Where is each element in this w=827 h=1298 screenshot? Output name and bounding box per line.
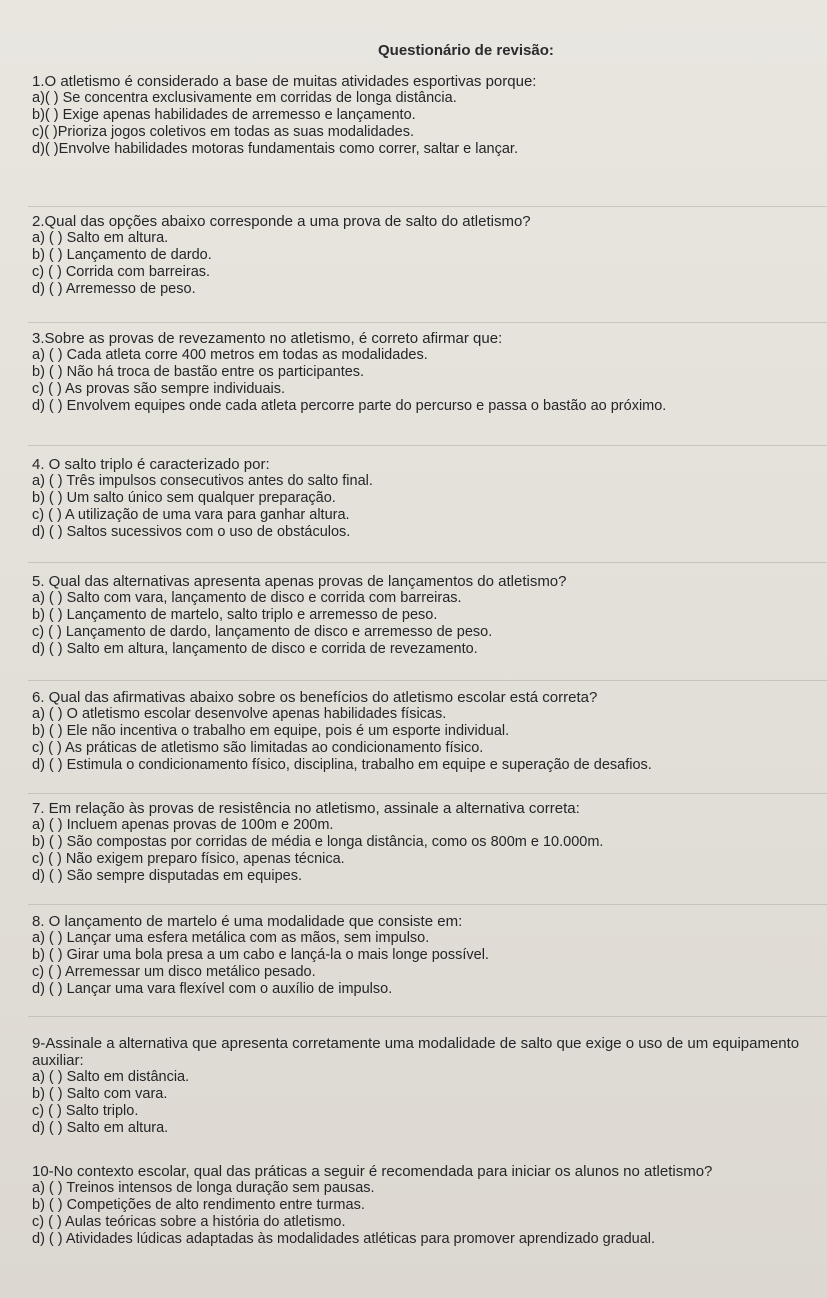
question-9-option-a: a) ( ) Salto em distância. xyxy=(32,1069,190,1085)
question-8-text: 8. O lançamento de martelo é uma modalidade que consiste em: xyxy=(32,913,463,930)
divider xyxy=(28,904,827,905)
question-9-option-d: d) ( ) Salto em altura. xyxy=(32,1120,169,1136)
question-10-option-a: a) ( ) Treinos intensos de longa duração sem pausas. xyxy=(32,1180,375,1196)
question-6-text: 6. Qual das afirmativas abaixo sobre os benefícios do atletismo escolar está correta? xyxy=(32,689,598,706)
question-1 xyxy=(32,73,821,158)
question-6-option-b: b) ( ) Ele não incentiva o trabalho em equipe, pois é um esporte individual. xyxy=(32,723,510,739)
question-1-option-b: b)( ) Exige apenas habilidades de arremesso e lançamento. xyxy=(32,107,416,123)
question-8 xyxy=(32,913,821,998)
question-4 xyxy=(32,456,821,541)
question-3-option-c: c) ( ) As provas são sempre individuais. xyxy=(32,381,286,397)
question-10 xyxy=(32,1163,821,1248)
question-5 xyxy=(32,573,821,658)
divider xyxy=(28,680,827,681)
question-10-option-d: d) ( ) Atividades lúdicas adaptadas às modalidades atléticas para promover aprendizado gradual. xyxy=(32,1231,656,1247)
divider xyxy=(28,1016,827,1017)
question-1-text: 1.O atletismo é considerado a base de muitas atividades esportivas porque: xyxy=(32,73,537,90)
divider xyxy=(28,206,827,207)
question-6-option-a: a) ( ) O atletismo escolar desenvolve apenas habilidades físicas. xyxy=(32,706,447,722)
question-3-option-b: b) ( ) Não há troca de bastão entre os participantes. xyxy=(32,364,365,380)
question-8-option-d: d) ( ) Lançar uma vara flexível com o auxílio de impulso. xyxy=(32,981,393,997)
question-1-option-a: a)( ) Se concentra exclusivamente em corridas de longa distância. xyxy=(32,90,457,106)
question-3-option-a: a) ( ) Cada atleta corre 400 metros em todas as modalidades. xyxy=(32,347,428,363)
divider xyxy=(28,793,827,794)
question-8-option-a: a) ( ) Lançar uma esfera metálica com as mãos, sem impulso. xyxy=(32,930,430,946)
question-3-option-d: d) ( ) Envolvem equipes onde cada atleta percorre parte do percurso e passa o bastão ao próximo. xyxy=(32,398,667,414)
question-7 xyxy=(32,800,821,885)
question-4-text: 4. O salto triplo é caracterizado por: xyxy=(32,456,270,473)
question-5-option-b: b) ( ) Lançamento de martelo, salto triplo e arremesso de peso. xyxy=(32,607,438,623)
question-9-text: 9-Assinale a alternativa que apresenta corretamente uma modalidade de salto que exige o uso de um equipamento auxiliar: xyxy=(32,1035,800,1069)
question-1-option-c: c)( )Prioriza jogos coletivos em todas as suas modalidades. xyxy=(32,124,414,140)
question-8-option-b: b) ( ) Girar uma bola presa a um cabo e lançá-la o mais longe possível. xyxy=(32,947,489,963)
question-6 xyxy=(32,689,821,774)
question-5-option-d: d) ( ) Salto em altura, lançamento de disco e corrida de revezamento. xyxy=(32,641,478,657)
divider xyxy=(28,445,827,446)
question-4-option-c: c) ( ) A utilização de uma vara para ganhar altura. xyxy=(32,507,350,523)
question-5-option-a: a) ( ) Salto com vara, lançamento de disco e corrida com barreiras. xyxy=(32,590,462,606)
question-5-text: 5. Qual das alternativas apresenta apenas provas de lançamentos do atletismo? xyxy=(32,573,567,590)
question-4-option-d: d) ( ) Saltos sucessivos com o uso de obstáculos. xyxy=(32,524,351,540)
question-4-option-b: b) ( ) Um salto único sem qualquer preparação. xyxy=(32,490,336,506)
question-2-option-a: a) ( ) Salto em altura. xyxy=(32,230,169,246)
question-2-text: 2.Qual das opções abaixo corresponde a uma prova de salto do atletismo? xyxy=(32,213,531,230)
question-3 xyxy=(32,330,821,415)
question-2-option-b: b) ( ) Lançamento de dardo. xyxy=(32,247,212,263)
question-1-option-d: d)( )Envolve habilidades motoras fundamentais como correr, saltar e lançar. xyxy=(32,141,518,157)
question-7-option-a: a) ( ) Incluem apenas provas de 100m e 200m. xyxy=(32,817,334,833)
question-7-option-b: b) ( ) São compostas por corridas de média e longa distância, como os 800m e 10.000m. xyxy=(32,834,604,850)
question-10-option-c: c) ( ) Aulas teóricas sobre a história do atletismo. xyxy=(32,1214,346,1230)
divider xyxy=(28,562,827,563)
question-6-option-c: c) ( ) As práticas de atletismo são limitadas ao condicionamento físico. xyxy=(32,740,484,756)
question-7-text: 7. Em relação às provas de resistência no atletismo, assinale a alternativa correta: xyxy=(32,800,580,817)
question-7-option-c: c) ( ) Não exigem preparo físico, apenas técnica. xyxy=(32,851,345,867)
question-3-text: 3.Sobre as provas de revezamento no atletismo, é correto afirmar que: xyxy=(32,330,503,347)
question-2-option-d: d) ( ) Arremesso de peso. xyxy=(32,281,196,297)
question-10-text: 10-No contexto escolar, qual das práticas a seguir é recomendada para iniciar os alunos no atletismo? xyxy=(32,1163,713,1180)
divider xyxy=(28,322,827,323)
worksheet-title: Questionário de revisão: xyxy=(378,42,554,59)
question-4-option-a: a) ( ) Três impulsos consecutivos antes do salto final. xyxy=(32,473,373,489)
question-2-option-c: c) ( ) Corrida com barreiras. xyxy=(32,264,211,280)
question-9-option-c: c) ( ) Salto triplo. xyxy=(32,1103,139,1119)
question-8-option-c: c) ( ) Arremessar um disco metálico pesado. xyxy=(32,964,316,980)
question-9-option-b: b) ( ) Salto com vara. xyxy=(32,1086,168,1102)
question-10-option-b: b) ( ) Competições de alto rendimento entre turmas. xyxy=(32,1197,365,1213)
question-5-option-c: c) ( ) Lançamento de dardo, lançamento de disco e arremesso de peso. xyxy=(32,624,493,640)
question-2 xyxy=(32,213,821,298)
question-7-option-d: d) ( ) São sempre disputadas em equipes. xyxy=(32,868,302,884)
question-9 xyxy=(32,1035,821,1137)
question-6-option-d: d) ( ) Estimula o condicionamento físico, disciplina, trabalho em equipe e superação de desafios. xyxy=(32,757,652,773)
